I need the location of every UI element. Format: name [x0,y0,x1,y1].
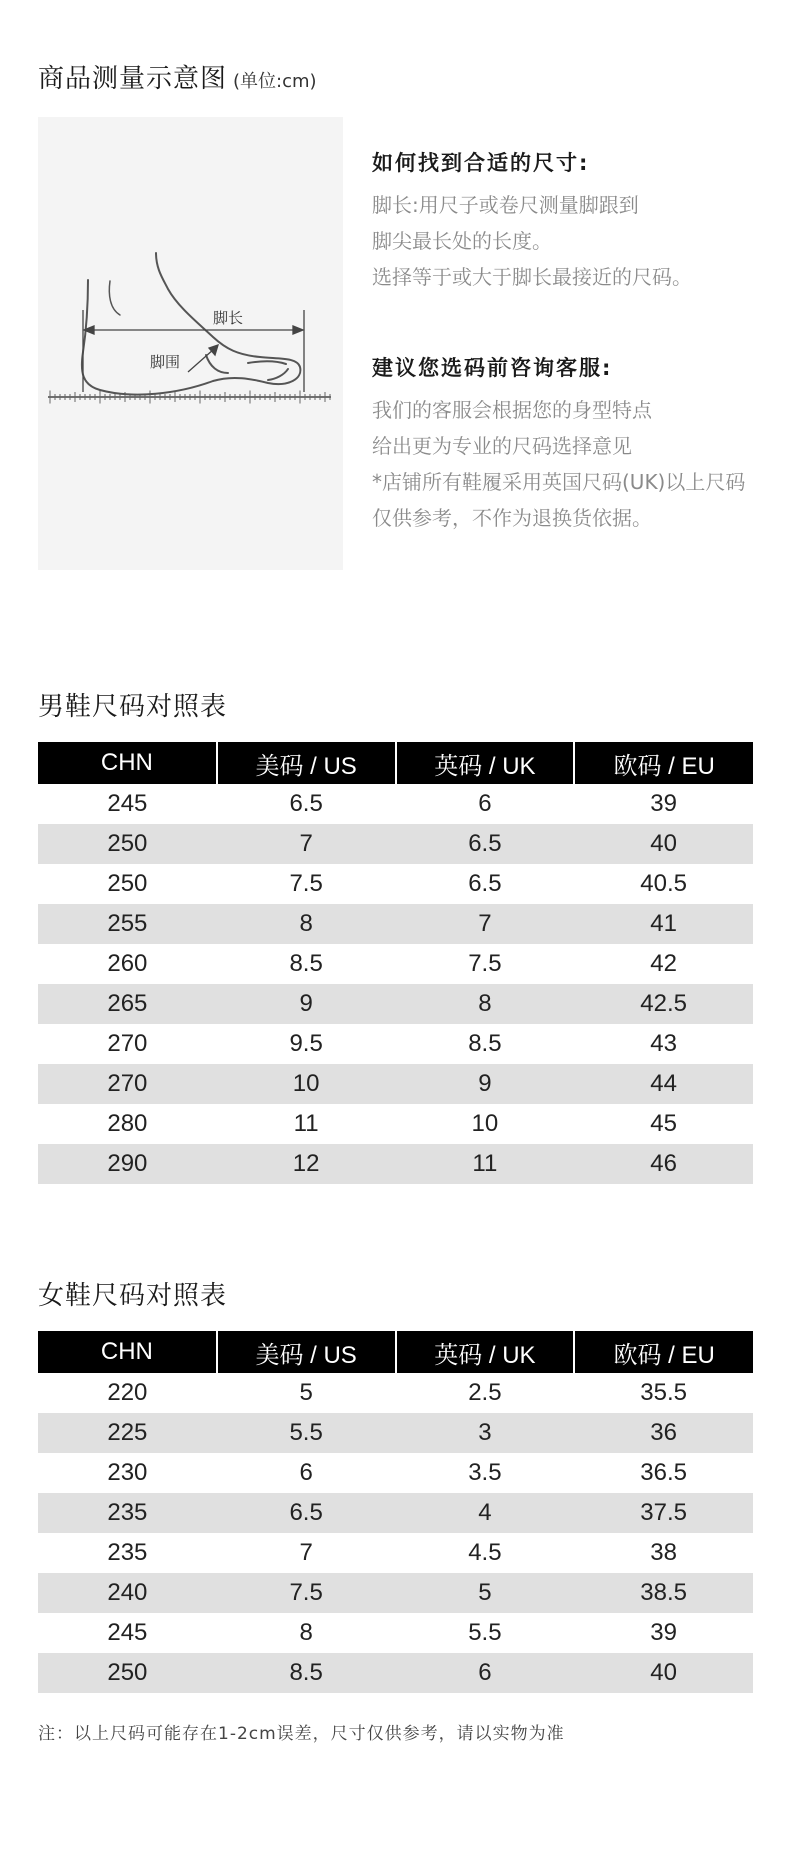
table-cell: 6 [396,1653,575,1693]
table-cell: 46 [574,1144,753,1184]
table-cell: 9.5 [289,1030,323,1057]
table-cell: 6.5 [468,870,502,897]
table-row [38,1413,753,1453]
column-header: 英码 / UK [396,742,575,784]
women-size-table [38,1331,753,1693]
table-cell: 38.5 [574,1573,753,1613]
table-cell: 7 [299,1539,313,1566]
table-cell: 7 [396,904,575,944]
howto-block [372,147,782,295]
table-cell: 270 [107,1030,148,1057]
foot-illustration [38,117,343,570]
column-header: 欧码 / EU [574,742,753,784]
table-cell: 8 [217,904,396,944]
column-header: 欧码 / EU [574,1331,753,1373]
table-cell: 36 [574,1413,753,1453]
table-cell: 250 [107,870,148,897]
table-cell: 41 [574,904,753,944]
table-row [38,984,753,1024]
table-cell: 6.5 [217,1493,396,1533]
men-size-title: 男鞋尺码对照表 [38,692,228,722]
table-cell: 6.5 [289,790,323,817]
foot-outline [82,253,301,395]
table-cell: 6 [478,790,492,817]
table-cell: 8.5 [217,1653,396,1693]
table-cell: 280 [107,1110,148,1137]
men-table-body [38,784,753,1184]
table-cell: 9 [217,984,396,1024]
table-cell: 2.5 [468,1379,502,1406]
table-row [38,864,753,904]
advice-line: *店铺所有鞋履采用英国尺码(UK)以上尺码 [372,470,746,494]
table-cell: 235 [38,1493,217,1533]
table-cell: 3.5 [468,1459,502,1486]
measure-title-text: 商品测量示意图 [38,64,228,94]
table-cell: 4.5 [468,1539,502,1566]
advice-line: 仅供参考，不作为退换货依据。 [372,506,652,530]
table-cell: 290 [38,1144,217,1184]
table-cell: 5 [396,1573,575,1613]
table-cell: 38 [650,1539,677,1566]
table-cell: 5.5 [468,1619,502,1646]
table-cell: 225 [38,1413,217,1453]
table-cell: 42.5 [574,984,753,1024]
column-header: 英码 / UK [396,1331,575,1373]
table-row [38,1064,753,1104]
foot-length-label: 脚长 [213,309,244,327]
table-cell: 245 [107,790,148,817]
howto-heading: 如何找到合适的尺寸: [372,151,590,175]
table-cell: 9 [396,1064,575,1104]
table-cell: 8.5 [468,1030,502,1057]
table-row [38,1024,753,1064]
foot-measure-diagram [38,117,343,570]
men-table-header [38,742,753,784]
foot-girth-label: 脚围 [150,353,181,371]
table-row [38,1493,753,1533]
women-table-header [38,1331,753,1373]
table-cell: 8 [396,984,575,1024]
table-row [38,1104,753,1144]
table-cell: 7.5 [468,950,502,977]
table-cell: 240 [38,1573,217,1613]
advice-block [372,352,782,536]
howto-line: 脚长:用尺子或卷尺测量脚跟到 [372,193,639,217]
men-size-table [38,742,753,1184]
table-cell: 11 [396,1144,575,1184]
table-row [38,904,753,944]
table-cell: 8 [299,1619,313,1646]
table-cell: 39 [650,790,677,817]
table-cell: 39 [650,1619,677,1646]
column-header: 美码 / US [217,742,396,784]
table-cell: 43 [650,1030,677,1057]
table-cell: 40 [574,1653,753,1693]
table-cell: 3 [396,1413,575,1453]
table-cell: 6 [299,1459,313,1486]
table-cell: 11 [293,1110,319,1137]
table-cell: 220 [107,1379,148,1406]
table-cell: 265 [38,984,217,1024]
ruler [48,391,331,404]
table-cell: 5.5 [217,1413,396,1453]
table-cell: 10 [217,1064,396,1104]
advice-heading: 建议您选码前咨询客服: [372,356,613,380]
table-cell: 7.5 [289,870,323,897]
measure-title [38,58,317,95]
table-cell: 36.5 [640,1459,687,1486]
table-cell: 6.5 [396,824,575,864]
table-cell: 270 [38,1064,217,1104]
table-row [38,1453,753,1493]
table-cell: 230 [107,1459,148,1486]
table-cell: 255 [38,904,217,944]
column-header: CHN [38,742,217,784]
table-cell: 245 [107,1619,148,1646]
table-row [38,1144,753,1184]
table-cell: 7.5 [217,1573,396,1613]
table-cell: 8.5 [289,950,323,977]
unit-label: (单位:cm) [233,71,317,92]
table-cell: 44 [574,1064,753,1104]
women-table-body [38,1373,753,1693]
table-cell: 42 [650,950,677,977]
table-row [38,1533,753,1573]
women-size-title: 女鞋尺码对照表 [38,1281,228,1311]
table-cell: 10 [471,1110,499,1137]
table-cell: 45 [650,1110,677,1137]
table-cell: 35.5 [640,1379,687,1406]
column-header: 美码 / US [217,1331,396,1373]
table-cell: 40 [574,824,753,864]
howto-line: 脚尖最长处的长度。 [372,229,552,253]
advice-line: 我们的客服会根据您的身型特点 [372,398,652,422]
table-row [38,1373,753,1413]
table-cell: 37.5 [574,1493,753,1533]
column-header: CHN [38,1331,217,1373]
table-cell: 7 [217,824,396,864]
advice-line: 给出更为专业的尺码选择意见 [372,434,632,458]
table-cell: 5 [299,1379,313,1406]
size-note: 注：以上尺码可能存在1-2cm误差，尺寸仅供参考，请以实物为准 [38,1724,565,1744]
table-cell: 40.5 [640,870,687,897]
table-cell: 235 [107,1539,148,1566]
table-row [38,784,753,824]
table-cell: 12 [217,1144,396,1184]
table-cell: 4 [396,1493,575,1533]
howto-line: 选择等于或大于脚长最接近的尺码。 [372,265,692,289]
table-row [38,1653,753,1693]
table-cell: 260 [107,950,148,977]
table-row [38,1613,753,1653]
table-cell: 250 [38,824,217,864]
table-row [38,824,753,864]
table-row [38,1573,753,1613]
table-cell: 250 [38,1653,217,1693]
table-row [38,944,753,984]
